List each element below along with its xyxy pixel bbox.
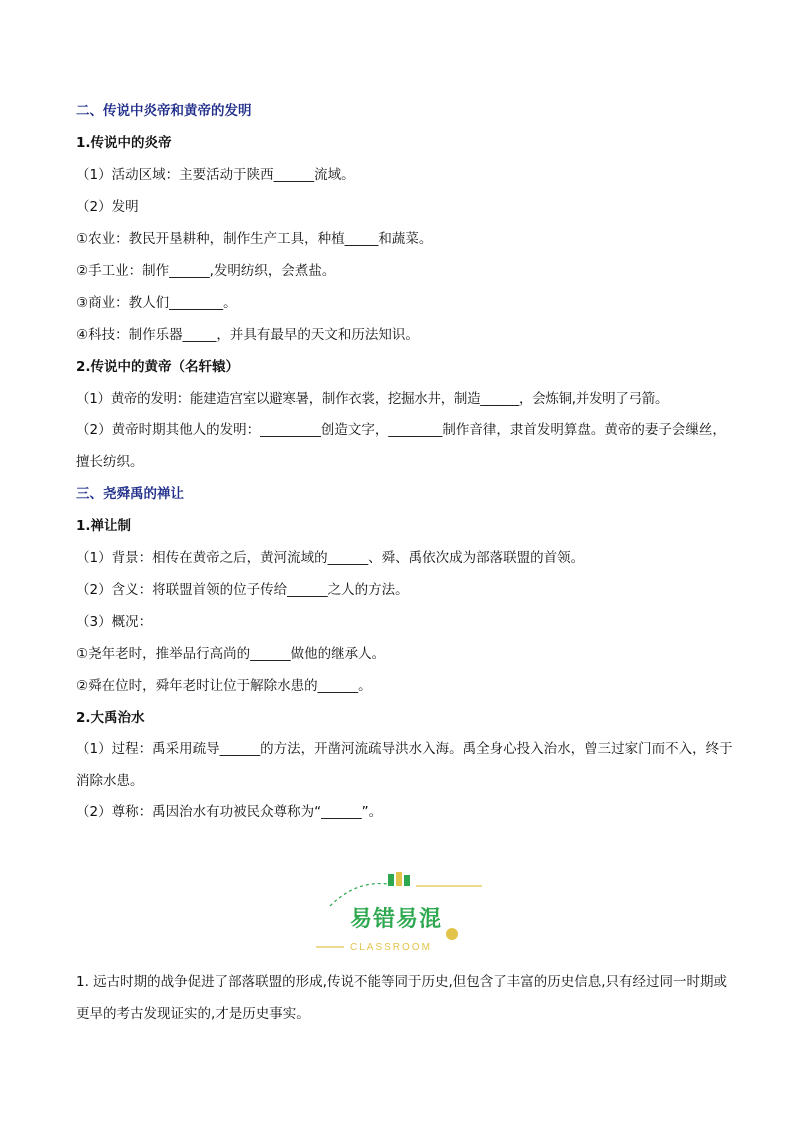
shanrang-line-4: ①尧年老时，推举品行高尚的______做他的继承人。: [76, 646, 386, 662]
yandi-line-6: ④科技：制作乐器_____，并具有最早的天文和历法知识。: [76, 327, 419, 343]
yandi-line-5: ③商业：教人们________。: [76, 295, 237, 311]
shanrang-title: 1.禅让制: [76, 518, 132, 534]
section3-heading: 三、尧舜禹的禅让: [76, 486, 184, 502]
yandi-line-4: ②手工业：制作______,发明纺织，会煮盐。: [76, 263, 336, 279]
mistakes-badge: [310, 866, 490, 958]
badge-title: 易错易混: [350, 907, 443, 932]
yandi-line-3: ①农业：教民开垦耕种，制作生产工具，种植_____和蔬菜。: [76, 231, 433, 247]
yandi-line-1: （1）活动区域：主要活动于陕西______流域。: [76, 167, 355, 183]
shanrang-line-3: （3）概况：: [76, 614, 153, 630]
shanrang-line-5: ②舜在位时，舜年老时让位于解除水患的______。: [76, 678, 372, 694]
badge-subtitle: CLASSROOM: [350, 942, 432, 953]
huangdi-title: 2.传说中的黄帝（名轩辕）: [76, 359, 240, 375]
huangdi-line-2: （2）黄帝时期其他人的发明：_________创造文字，________制作音律，隶首发明算盘。黄帝的妻子会缫丝，擅长纺织。: [76, 422, 726, 470]
yandi-title: 1.传说中的炎帝: [76, 135, 172, 151]
dayu-line-1: （1）过程：禹采用疏导______的方法，开凿河流疏导洪水入海。禹全身心投入治水，曾三过家门而不入，终于消除水患。: [76, 741, 733, 789]
yandi-line-2: （2）发明: [76, 199, 139, 215]
note-item-1: 1. 远古时期的战争促进了部落联盟的形成,传说不能等同于历史,但包含了丰富的历史信息,只有经过同一时期或更早的考古发现证实的,才是历史事实。: [76, 974, 728, 1022]
shanrang-line-2: （2）含义：将联盟首领的位子传给______之人的方法。: [76, 582, 409, 598]
huangdi-line-1: （1）黄帝的发明：能建造宫室以避寒暑，制作衣裳，挖掘水井，制造______，会炼铜,并发明了弓箭。: [76, 391, 669, 407]
dayu-title: 2.大禹治水: [76, 710, 145, 726]
section2-heading: 二、传说中炎帝和黄帝的发明: [76, 103, 252, 119]
dayu-line-2: （2）尊称：禹因治水有功被民众尊称为“______”。: [76, 804, 383, 820]
shanrang-line-1: （1）背景：相传在黄帝之后，黄河流域的______、舜、禹依次成为部落联盟的首领。: [76, 550, 585, 566]
